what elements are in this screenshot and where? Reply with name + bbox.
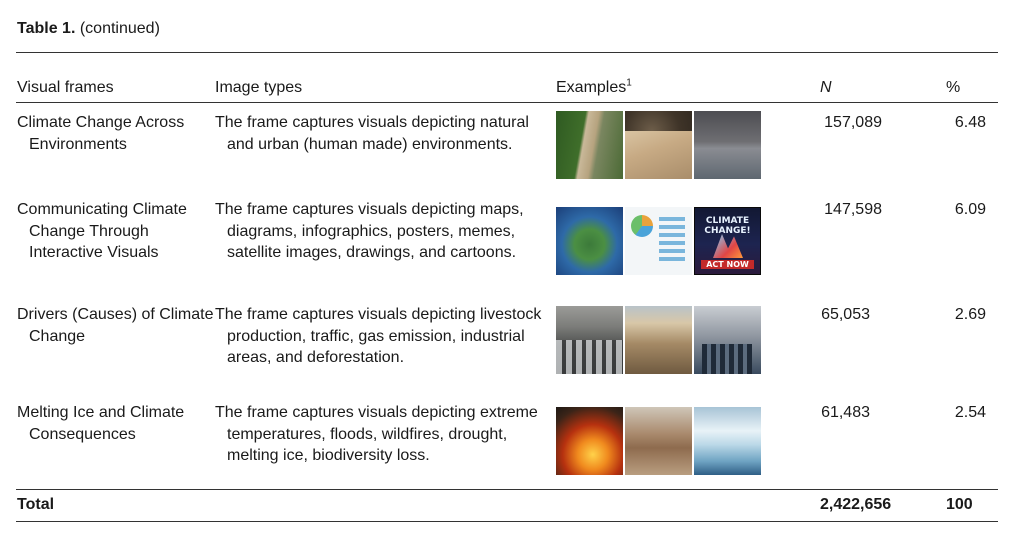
header-examples bbox=[556, 77, 632, 99]
row-4-n: 61,483 bbox=[821, 404, 870, 421]
cracked-dry-earth-image bbox=[625, 111, 692, 179]
row-4-percent: 2.54 bbox=[954, 404, 986, 421]
table-caption bbox=[17, 20, 160, 38]
satellite-globe-image bbox=[556, 207, 623, 275]
melting-glacier-image bbox=[694, 407, 761, 475]
row-1-frame: Climate Change Across Environments bbox=[17, 114, 185, 153]
total-label: Total bbox=[17, 496, 55, 513]
top-rule bbox=[16, 52, 998, 53]
header-percent: % bbox=[946, 79, 961, 96]
row-3-frame: Drivers (Causes) of Climate Change bbox=[17, 306, 214, 345]
traffic-emissions-image bbox=[556, 306, 623, 374]
row-4-examples bbox=[556, 407, 761, 475]
row-1-n: 157,089 bbox=[824, 114, 882, 131]
total-top-rule bbox=[16, 489, 998, 490]
header-rule bbox=[16, 102, 998, 103]
livestock-feedlot-image bbox=[625, 306, 692, 374]
bottom-rule bbox=[16, 521, 998, 522]
climate-change-poster-image bbox=[694, 207, 761, 275]
infographic-image bbox=[625, 207, 692, 275]
header-examples-label: Examples bbox=[556, 79, 627, 96]
header-examples-footnote: 1 bbox=[626, 77, 632, 89]
wildfire-image bbox=[556, 407, 623, 475]
total-percent: 100 bbox=[946, 496, 973, 513]
row-3-n: 65,053 bbox=[821, 306, 870, 323]
row-2-n: 147,598 bbox=[824, 201, 882, 218]
poster-title: CLIMATE CHANGE! bbox=[704, 216, 751, 236]
header-image-types: Image types bbox=[215, 79, 303, 96]
industrial-smokestacks-image bbox=[694, 306, 761, 374]
flooded-street-image bbox=[625, 407, 692, 475]
table-caption-note: (continued) bbox=[79, 20, 160, 37]
header-n: N bbox=[820, 79, 832, 96]
row-2-frame: Communicating Climate Change Through Interactive Visuals bbox=[17, 201, 187, 261]
row-3-examples bbox=[556, 306, 761, 374]
row-1-examples bbox=[556, 111, 761, 179]
row-2-examples bbox=[556, 207, 761, 275]
total-n: 2,422,656 bbox=[820, 496, 892, 513]
table-caption-label: Table 1. bbox=[17, 20, 76, 37]
row-4-frame: Melting Ice and Climate Consequences bbox=[17, 404, 185, 443]
forest-river-aerial-image bbox=[556, 111, 623, 179]
row-3-percent: 2.69 bbox=[954, 306, 986, 323]
row-2-percent: 6.09 bbox=[954, 201, 986, 218]
row-1-types: The frame captures visuals depicting natural and urban (human made) environments. bbox=[215, 114, 529, 153]
flooded-city-street-image bbox=[694, 111, 761, 179]
row-1-percent: 6.48 bbox=[954, 114, 986, 131]
lightning-graphic bbox=[713, 234, 743, 258]
row-4-types: The frame captures visuals depicting extreme temperatures, floods, wildfires, drought, melting ice, biodiversity loss. bbox=[215, 404, 538, 464]
poster-cta: ACT NOW bbox=[701, 260, 754, 269]
row-3-types: The frame captures visuals depicting livestock production, traffic, gas emission, industrial areas, and deforestation. bbox=[215, 306, 542, 366]
header-visual-frames: Visual frames bbox=[17, 79, 114, 96]
row-2-types: The frame captures visuals depicting maps, diagrams, infographics, posters, memes, satellite images, drawings, and cartoons. bbox=[215, 201, 524, 261]
